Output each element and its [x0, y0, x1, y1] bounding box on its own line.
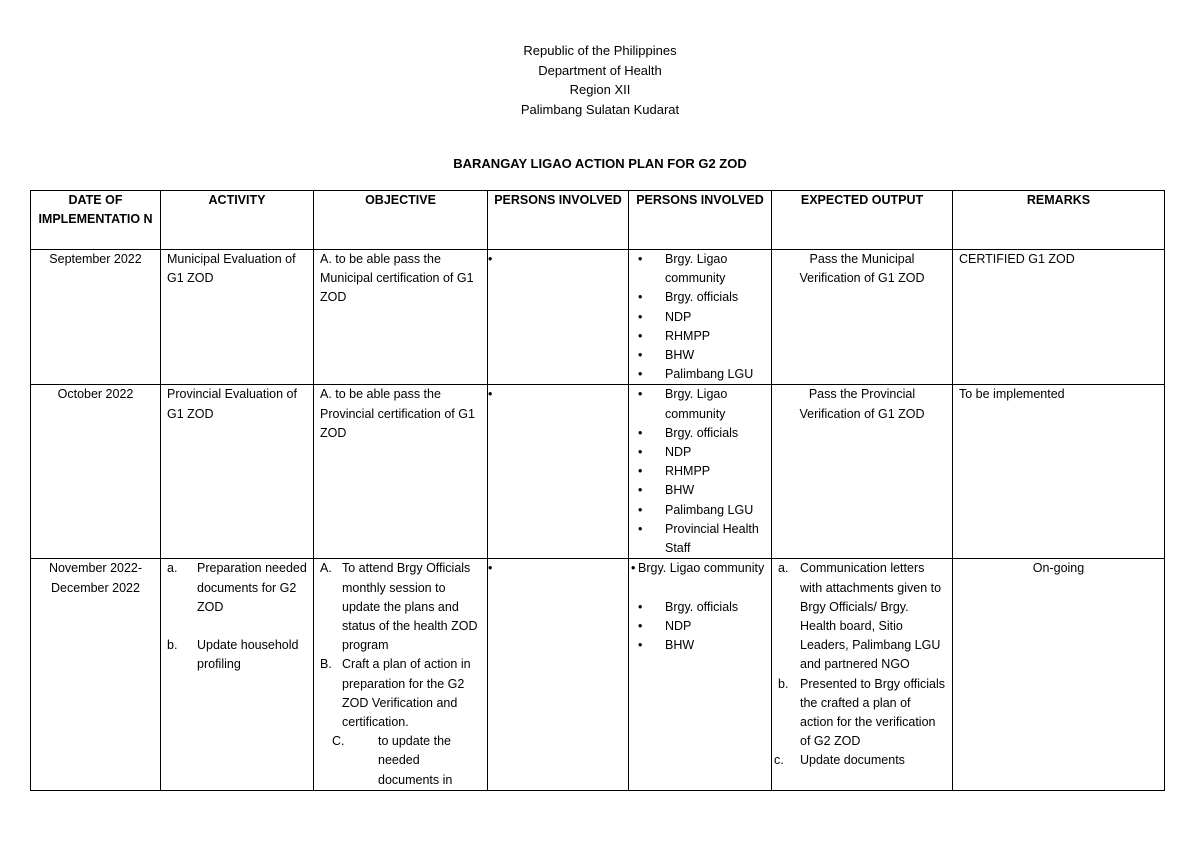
empty-bullet: • — [488, 387, 493, 402]
cell-persons-empty — [488, 559, 629, 790]
list-item: C. to update the needed documents in — [332, 734, 453, 787]
list-item: • Brgy. officials — [635, 598, 765, 617]
cell-remarks: To be implemented — [953, 385, 1165, 559]
list-item: • BHW — [635, 346, 765, 365]
empty-bullet: • — [488, 561, 493, 576]
list-item: • RHMPP — [635, 462, 765, 481]
list-item: • Palimbang LGU — [635, 501, 765, 520]
header-department: Department of Health — [538, 62, 662, 78]
list-item: • NDP — [635, 308, 765, 327]
cell-date: September 2022 — [31, 250, 161, 385]
cell-activity: Municipal Evaluation of G1 ZOD — [161, 250, 314, 385]
col-header-date: DATE OF IMPLEMENTATIO N — [31, 191, 161, 250]
letterhead — [0, 41, 1200, 119]
cell-expected-output: Pass the Municipal Verification of G1 ZOD — [772, 250, 953, 385]
list-item: • NDP — [635, 617, 765, 636]
document-title: BARANGAY LIGAO ACTION PLAN FOR G2 ZOD — [453, 156, 747, 171]
cell-persons — [629, 250, 772, 385]
list-item: A. To attend Brgy Officials monthly session to update the plans and status of the health ZOD program — [320, 561, 478, 653]
cell-persons — [629, 559, 772, 790]
header-country: Republic of the Philippines — [523, 43, 677, 58]
list-item: • Brgy. officials — [635, 424, 765, 443]
col-header-expected-output: EXPECTED OUTPUT — [772, 191, 953, 250]
cell-activity — [161, 559, 314, 790]
cell-expected-output: Pass the Provincial Verification of G1 ZOD — [772, 385, 953, 559]
header-region: Region XII — [569, 82, 631, 97]
cell-remarks: CERTIFIED G1 ZOD — [953, 250, 1165, 385]
cell-date: November 2022- December 2022 — [31, 559, 161, 790]
list-item: • Palimbang LGU — [635, 365, 765, 384]
action-plan-table — [30, 190, 1165, 791]
list-item: • Brgy. Ligao community — [635, 559, 765, 578]
list-item: • BHW — [635, 481, 765, 500]
list-item: B. Craft a plan of action in preparation for the G2 ZOD Verification and certification. — [320, 657, 471, 730]
cell-remarks: On-going — [953, 559, 1165, 790]
empty-bullet: • — [488, 252, 493, 266]
list-item: b. Update household profiling — [167, 638, 299, 672]
list-item: c. Update documents — [774, 753, 905, 768]
col-header-activity: ACTIVITY — [161, 191, 314, 250]
list-item: • Brgy. Ligao community — [635, 385, 765, 423]
col-header-persons-involved-2: PERSONS INVOLVED — [629, 191, 772, 250]
cell-persons-empty — [488, 385, 629, 559]
col-header-remarks: REMARKS — [953, 191, 1165, 250]
list-item: • Provincial Health Staff — [635, 520, 765, 558]
list-item: • BHW — [635, 636, 765, 655]
spacer — [635, 579, 765, 598]
col-header-objective: OBJECTIVE — [314, 191, 488, 250]
table-row — [31, 385, 1165, 559]
cell-date: October 2022 — [31, 385, 161, 559]
table-header-row — [31, 191, 1165, 250]
cell-objective — [314, 559, 488, 790]
header-location: Palimbang Sulatan Kudarat — [520, 101, 680, 117]
list-item: b. Presented to Brgy officials the crafted a plan of action for the verification of G2 ZOD — [778, 676, 945, 749]
list-item: a. Preparation needed documents for G2 ZOD — [167, 561, 307, 614]
cell-activity: Provincial Evaluation of G1 ZOD — [161, 385, 314, 559]
spacer — [167, 617, 307, 636]
list-item: a. Communication letters with attachments given to Brgy Officials/ Brgy. Health board, Sitio Leaders, Palimbang LGU and partnered NGO — [778, 561, 942, 672]
list-item: • NDP — [635, 443, 765, 462]
cell-persons — [629, 385, 772, 559]
cell-persons-empty — [488, 250, 629, 385]
table-row — [31, 559, 1165, 790]
list-item: • Brgy. Ligao community — [635, 250, 765, 288]
inline-bullet: • — [631, 561, 636, 576]
table-row — [31, 250, 1165, 385]
cell-expected-output — [772, 559, 953, 790]
cell-objective: A. to be able pass the Municipal certification of G1 ZOD — [314, 250, 488, 385]
col-header-persons-involved-1: PERSONS INVOLVED — [488, 191, 629, 250]
list-item: • RHMPP — [635, 327, 765, 346]
cell-objective: A. to be able pass the Provincial certification of G1 ZOD — [314, 385, 488, 559]
list-item: • Brgy. officials — [635, 288, 765, 307]
